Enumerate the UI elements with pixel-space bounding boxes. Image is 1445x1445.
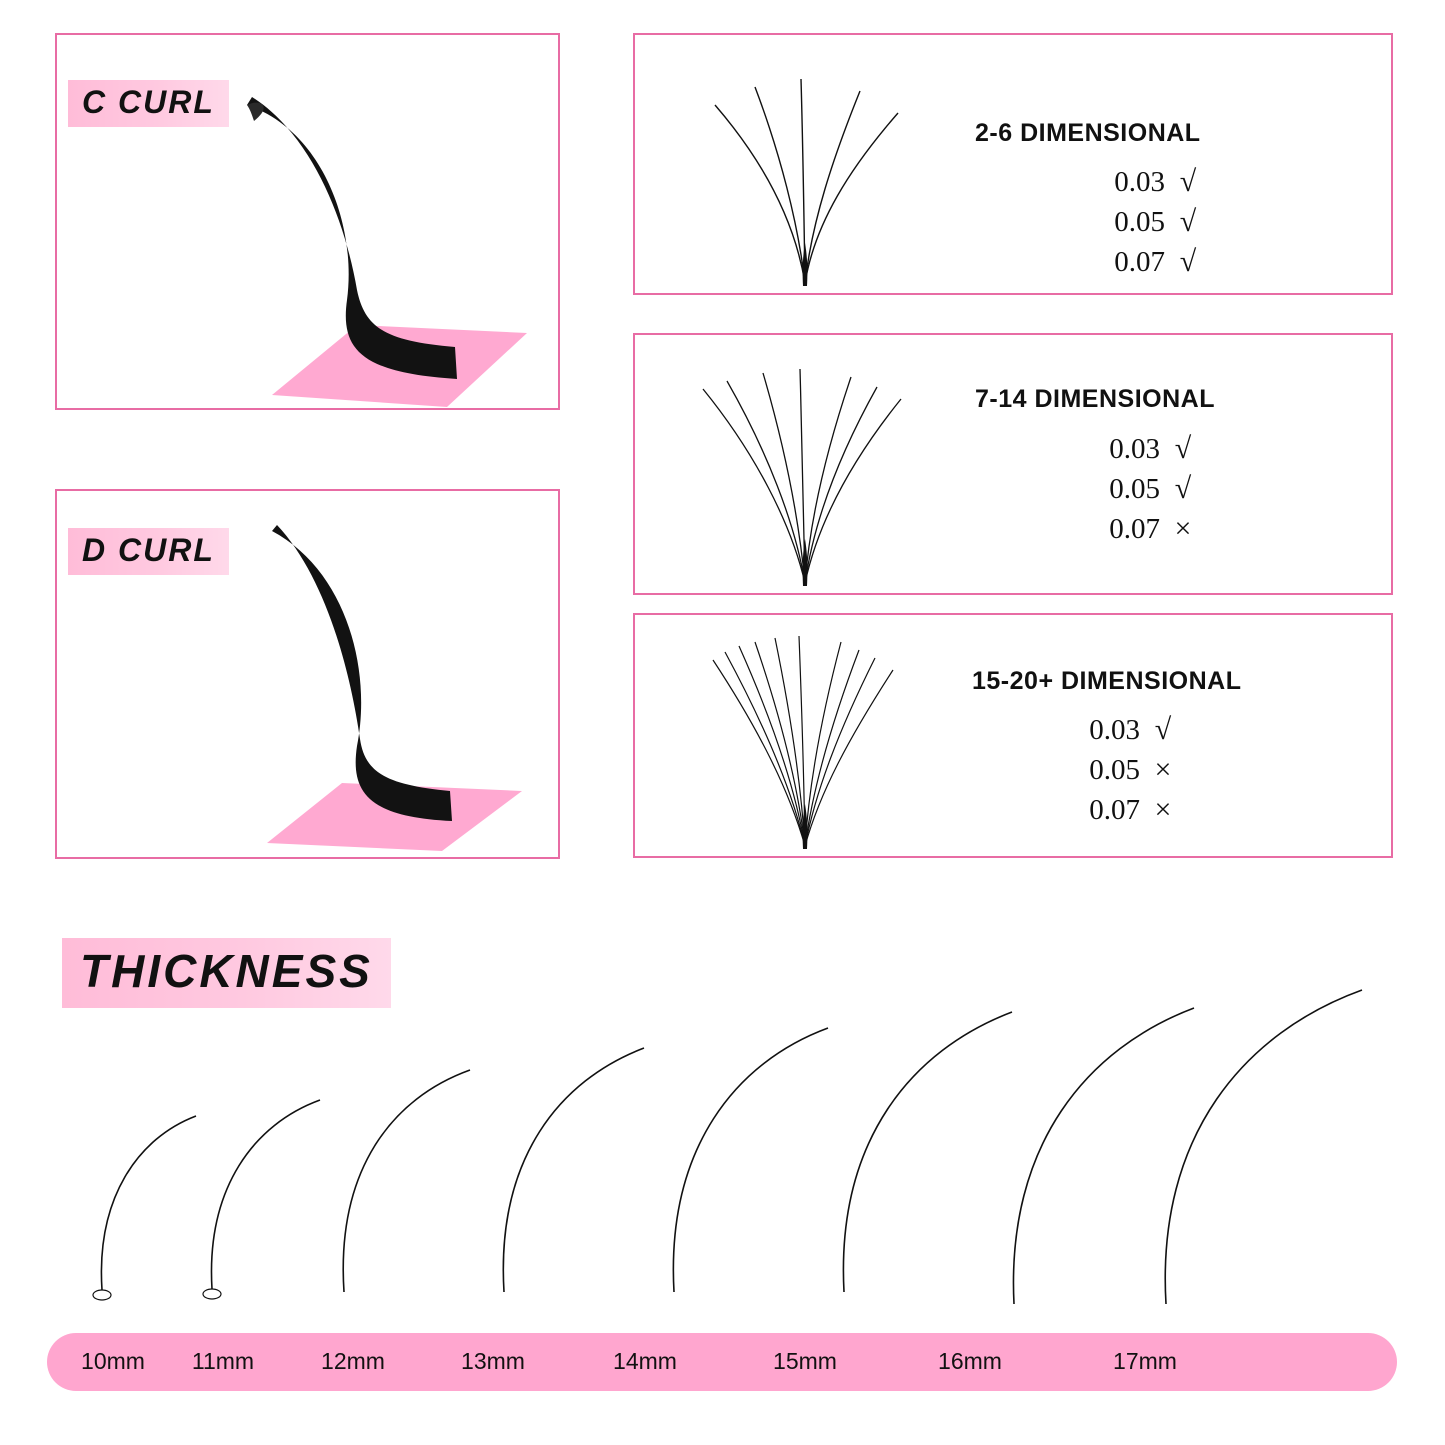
dimension-value: 0.07 (1089, 793, 1140, 826)
dimension-mark: × (1154, 753, 1172, 786)
dimensional-panel-15-20 (633, 613, 1393, 858)
length-label-16mm: 16mm (938, 1348, 1002, 1374)
dimensional-row (1075, 165, 1211, 199)
lash-curve-17mm (1138, 982, 1378, 1322)
length-label-10mm: 10mm (81, 1348, 145, 1374)
fan-2-6-icon (655, 43, 955, 288)
length-label-15mm: 15mm (773, 1348, 837, 1374)
dimension-value: 0.05 (1089, 753, 1140, 786)
dimensional-row (1075, 205, 1211, 239)
dimensional-title-15-20: 15-20+ DIMENSIONAL (972, 667, 1242, 695)
c-curl-label: C CURL (68, 80, 229, 127)
length-label-11mm: 11mm (191, 1348, 255, 1374)
dimensional-row (1075, 245, 1211, 279)
length-label-13mm: 13mm (461, 1348, 525, 1374)
dimension-mark: × (1174, 512, 1192, 545)
dimensional-row (1070, 512, 1206, 546)
dimension-mark: √ (1179, 245, 1197, 278)
dimensional-row (1050, 753, 1186, 787)
dimensional-row (1070, 432, 1206, 466)
lash-curve-11mm (188, 1092, 333, 1307)
dimension-mark: √ (1154, 713, 1172, 746)
dimension-value: 0.05 (1109, 472, 1160, 505)
length-label-12mm: 12mm (321, 1348, 385, 1374)
fan-15-20-icon (655, 620, 955, 850)
thickness-heading: THICKNESS (62, 938, 391, 1008)
lash-curve-14mm (648, 1020, 843, 1308)
dimensional-row (1050, 793, 1186, 827)
dimension-value: 0.05 (1114, 205, 1165, 238)
dimensional-rows-7-14 (1070, 432, 1206, 552)
fan-7-14-icon (655, 343, 955, 588)
dimension-value: 0.03 (1109, 432, 1160, 465)
lash-curve-13mm (478, 1040, 658, 1308)
dimensional-row (1070, 472, 1206, 506)
dimensional-panel-7-14 (633, 333, 1393, 595)
dimension-mark: √ (1179, 205, 1197, 238)
dimensional-panel-2-6 (633, 33, 1393, 295)
dimension-mark: × (1154, 793, 1172, 826)
length-label-17mm: 17mm (1113, 1348, 1177, 1374)
lash-curve-12mm (318, 1062, 483, 1307)
dimension-mark: √ (1179, 165, 1197, 198)
dimension-mark: √ (1174, 472, 1192, 505)
dimension-value: 0.07 (1109, 512, 1160, 545)
dimension-value: 0.03 (1089, 713, 1140, 746)
d-curl-label: D CURL (68, 528, 229, 575)
dimension-value: 0.03 (1114, 165, 1165, 198)
dimensional-row (1050, 713, 1186, 747)
length-label-14mm: 14mm (613, 1348, 677, 1374)
dimensional-rows-2-6 (1075, 165, 1211, 285)
dimension-mark: √ (1174, 432, 1192, 465)
dimensional-title-2-6: 2-6 DIMENSIONAL (975, 119, 1201, 147)
dimensional-rows-15-20 (1050, 713, 1186, 833)
dimension-value: 0.07 (1114, 245, 1165, 278)
dimensional-title-7-14: 7-14 DIMENSIONAL (975, 385, 1215, 413)
